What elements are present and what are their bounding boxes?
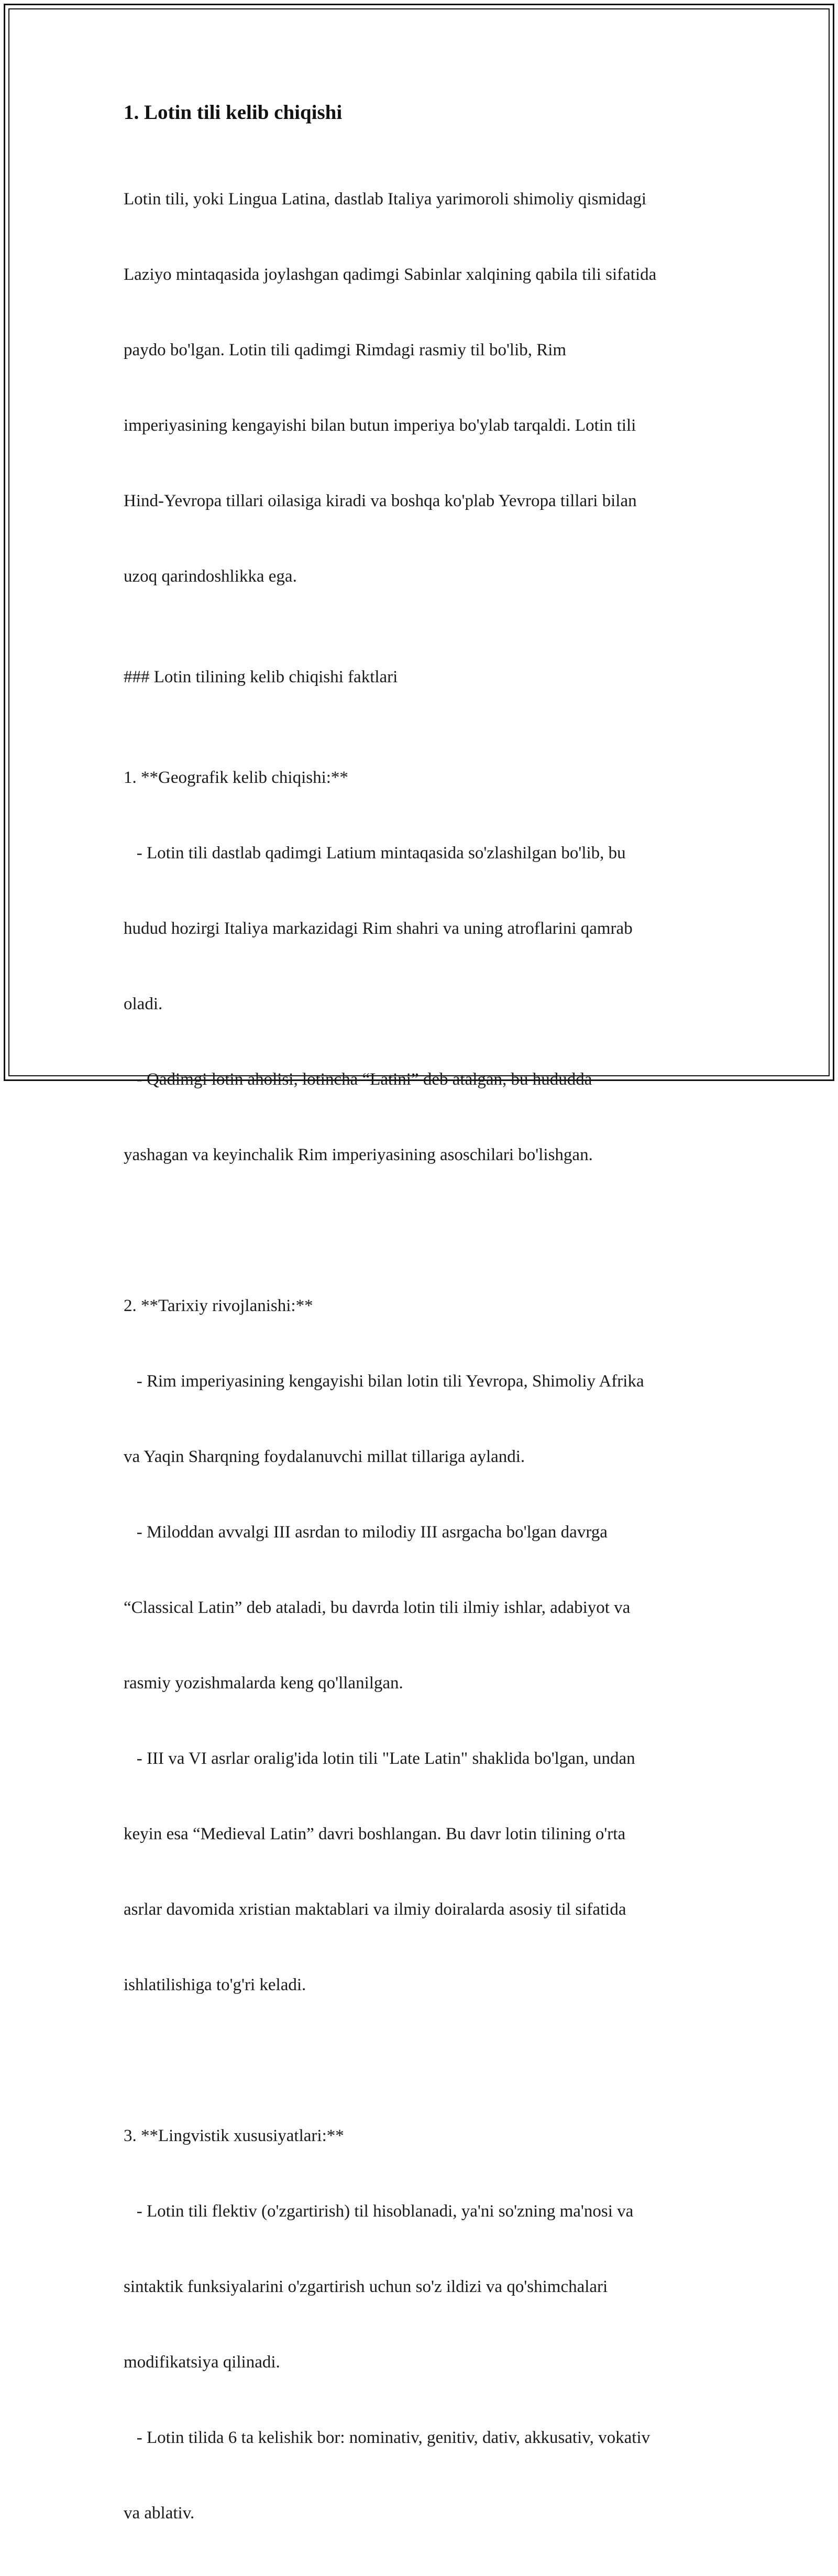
section-line: - Qadimgi lotin aholisi, lotincha “Latini” deb atalgan, bu hududda [124,1070,592,1089]
section-line: ishlatilishiga to'g'ri keladi. [124,1975,306,1994]
document-title: 1. Lotin tili kelib chiqishi [124,101,343,124]
section-line: - Lotin tili flektiv (o'zgartirish) til hisoblanadi, ya'ni so'zning ma'nosi va [124,2202,634,2221]
section-line: - Miloddan avvalgi III asrdan to milodiy III asrgacha bo'lgan davrga [124,1523,608,1542]
intro-line: imperiyasining kengayishi bilan butun imperiya bo'ylab tarqaldi. Lotin tili [124,416,636,435]
section-line: “Classical Latin” deb ataladi, bu davrda lotin tili ilmiy ishlar, adabiyot va [124,1598,631,1617]
section-line: va Yaqin Sharqning foydalanuvchi millat tillariga aylandi. [124,1447,525,1466]
spacer [124,690,726,715]
intro-line: Laziyo mintaqasida joylashgan qadimgi Sabinlar xalqining qabila tili sifatida [124,265,657,284]
section-line: hudud hozirgi Italiya markazidagi Rim shahri va uning atroflarini qamrab [124,919,633,938]
section-line: va ablativ. [124,2504,195,2523]
spacer [124,2048,726,2073]
intro-paragraph [124,136,726,639]
spacer [124,639,726,664]
section-heading: 3. **Lingvistik xususiyatlari:** [124,2126,344,2145]
subheading: ### Lotin tilining kelib chiqishi faktlari [124,668,398,686]
section-line: yashagan va keyinchalik Rim imperiyasining asoschilari bo'lishgan. [124,1145,593,1164]
document-body [124,99,726,2576]
section-tarixiy [124,1243,726,2048]
section-lingvistik [124,2073,726,2576]
section-line: asrlar davomida xristian maktablari va ilmiy doiralarda asosiy til sifatida [124,1900,626,1919]
section-line: - Lotin tilida 6 ta kelishik bor: nominativ, genitiv, dativ, akkusativ, vokativ [124,2428,650,2447]
section-line: - Lotin tili dastlab qadimgi Latium mintaqasida so'zlashilgan bo'lib, bu [124,844,626,863]
section-line: sintaktik funksiyalarini o'zgartirish uchun so'z ildizi va qo'shimchalari [124,2277,608,2296]
section-line: - Rim imperiyasining kengayishi bilan lotin tili Yevropa, Shimoliy Afrika [124,1372,644,1391]
intro-line: Lotin tili, yoki Lingua Latina, dastlab Italiya yarimoroli shimoliy qismidagi [124,190,647,209]
section-heading: 2. **Tarixiy rivojlanishi:** [124,1296,313,1315]
section-line: oladi. [124,995,163,1013]
section-line: modifikatsiya qilinadi. [124,2353,280,2372]
section-line: rasmiy yozishmalarda keng qo'llanilgan. [124,1674,403,1693]
section-line: keyin esa “Medieval Latin” davri boshlangan. Bu davr lotin tilining o'rta [124,1825,626,1843]
intro-line: uzoq qarindoshlikka ega. [124,567,297,586]
intro-line: Hind-Yevropa tillari oilasiga kiradi va boshqa ko'plab Yevropa tillari bilan [124,492,637,510]
intro-line: paydo bo'lgan. Lotin tili qadimgi Rimdagi rasmiy til bo'lib, Rim [124,341,567,359]
section-geografik [124,715,726,1218]
spacer [124,1218,726,1243]
section-line: - III va VI asrlar oralig'ida lotin tili "Late Latin" shaklida bo'lgan, undan [124,1749,635,1768]
section-heading: 1. **Geografik kelib chiqishi:** [124,768,348,787]
